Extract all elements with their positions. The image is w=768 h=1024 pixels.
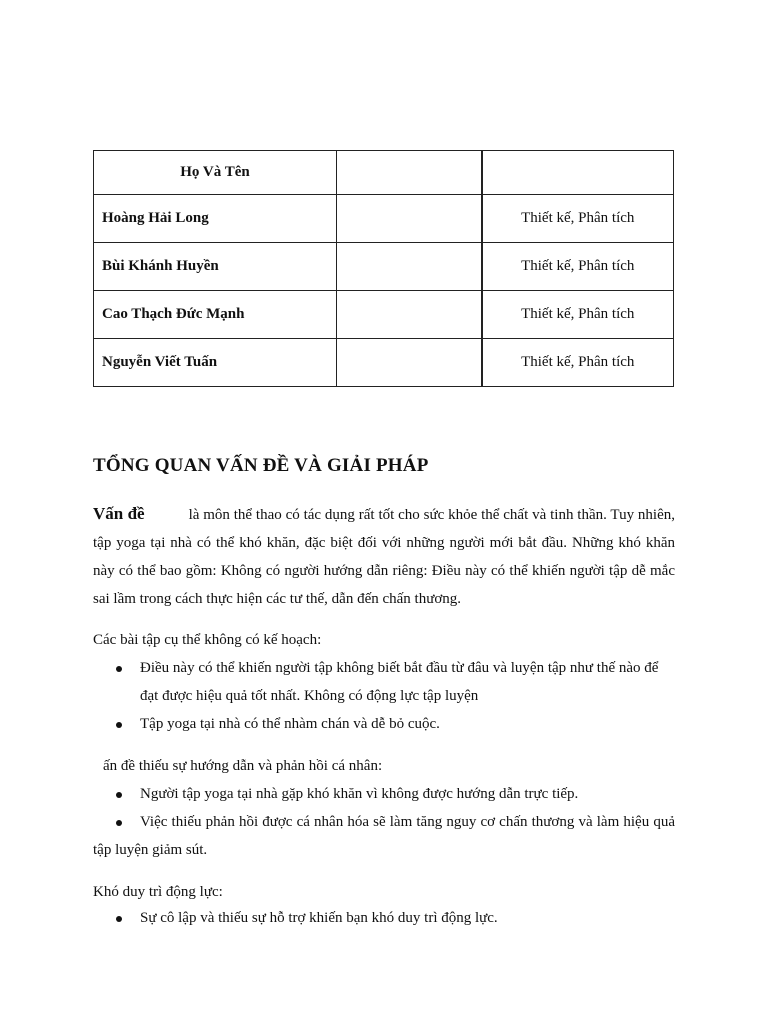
header-name-cell: Họ Và Tên [94, 151, 337, 195]
empty-cell [337, 339, 482, 387]
motivation-list [93, 904, 675, 932]
bullet-icon [116, 666, 122, 672]
intro-text: là môn thể thao có tác dụng rất tốt cho sức khỏe thể chất và tinh thần. Tuy nhiên, tập yoga tại nhà có thể khó khăn, đặc biệt đối với những người mới bắt đầu. Những khó khăn này có thể bao gồm: Không có người hướng dẫn riêng: Điều này có thể khiến người tập dễ mắc sai lầm trong cách thực hiện các tư thế, dẫn đến chấn thương. [93, 507, 675, 607]
table-header-row [94, 151, 674, 195]
member-name: Bùi Khánh Huyền [94, 243, 337, 291]
motivation-heading: Khó duy trì động lực: [93, 884, 223, 900]
guidance-heading: ấn đề thiếu sự hướng dẫn và phản hồi cá nhân: [103, 758, 383, 774]
table-row [94, 243, 674, 291]
plans-list [93, 654, 675, 738]
list-item [93, 654, 675, 710]
empty-cell [337, 243, 482, 291]
member-role: Thiết kế, Phân tích [482, 339, 674, 387]
intro-lead: Vấn đề [93, 504, 145, 523]
header-empty-cell [482, 151, 674, 195]
list-item [93, 710, 675, 738]
bullet-icon [116, 792, 122, 798]
bullet-icon [116, 820, 122, 826]
member-role: Thiết kế, Phân tích [482, 243, 674, 291]
list-item-text: Điều này có thể khiến người tập không biết bắt đầu từ đâu và luyện tập như thế nào để đạt được hiệu quả tốt nhất. Không có động lực tập luyện [140, 660, 659, 704]
empty-cell [337, 195, 482, 243]
list-item [93, 808, 675, 864]
member-role: Thiết kế, Phân tích [482, 291, 674, 339]
guidance-list [93, 780, 675, 864]
section-title: TỔNG QUAN VẤN ĐỀ VÀ GIẢI PHÁP [93, 455, 429, 476]
empty-cell [337, 291, 482, 339]
member-name: Cao Thạch Đức Mạnh [94, 291, 337, 339]
bullet-icon [116, 916, 122, 922]
member-role: Thiết kế, Phân tích [482, 195, 674, 243]
member-name: Nguyễn Viết Tuấn [94, 339, 337, 387]
intro-paragraph [93, 500, 675, 613]
plans-heading: Các bài tập cụ thể không có kế hoạch: [93, 632, 322, 648]
list-item-text: Việc thiếu phản hồi được cá nhân hóa sẽ làm tăng nguy cơ chấn thương và làm hiệu quả tập luyện giảm sút. [93, 814, 675, 858]
table-row [94, 195, 674, 243]
list-item-text: Người tập yoga tại nhà gặp khó khăn vì không được hướng dẫn trực tiếp. [140, 786, 579, 802]
list-item-text: Tập yoga tại nhà có thể nhàm chán và dễ bỏ cuộc. [140, 716, 440, 732]
bullet-icon [116, 722, 122, 728]
table-row [94, 291, 674, 339]
header-empty-cell [337, 151, 482, 195]
members-table [93, 150, 674, 387]
member-name: Hoàng Hải Long [94, 195, 337, 243]
list-item [93, 904, 675, 932]
list-item-text: Sự cô lập và thiếu sự hỗ trợ khiến bạn khó duy trì động lực. [140, 910, 498, 926]
list-item [93, 780, 675, 808]
table-row [94, 339, 674, 387]
